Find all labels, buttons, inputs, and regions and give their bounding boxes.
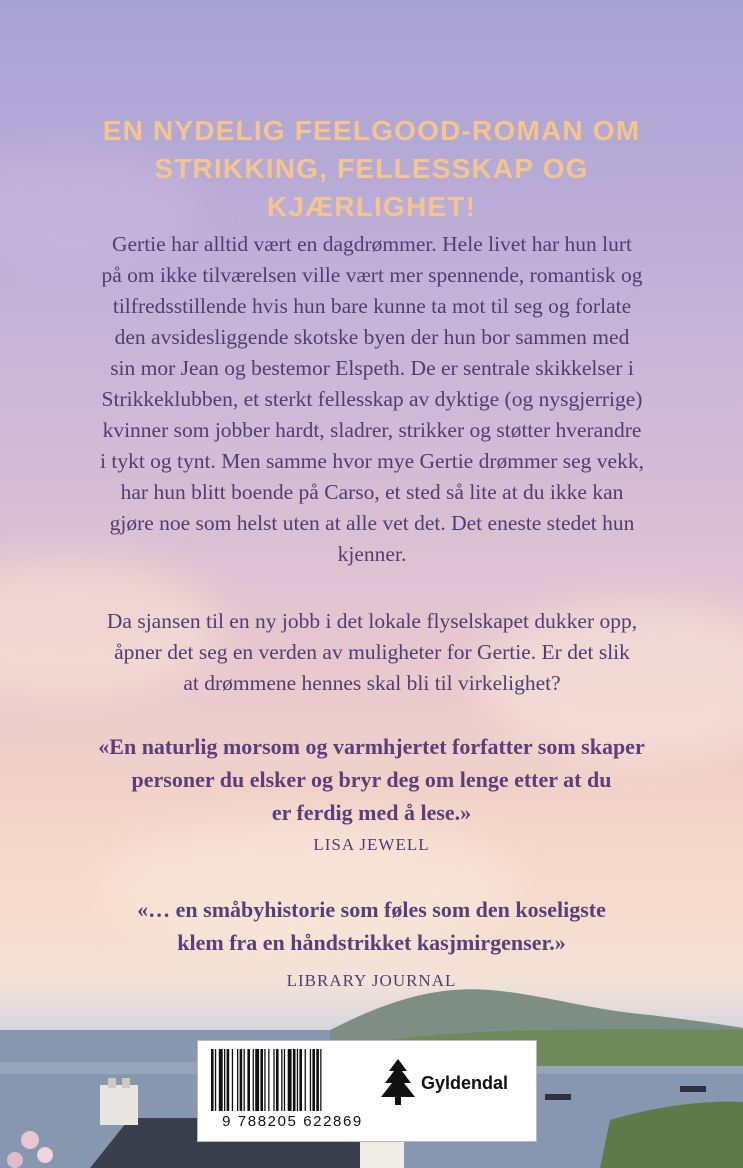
barcode-bar (255, 1049, 259, 1111)
tree-icon (381, 1059, 415, 1105)
tagline-line: STRIKKING, FELLESSKAP OG KJÆRLIGHET! (154, 153, 589, 222)
barcode-bar (240, 1049, 243, 1111)
barcode-bar (305, 1049, 306, 1111)
barcode-bar (288, 1049, 292, 1111)
barcode-panel (197, 1040, 537, 1142)
blurb-line: Gertie har alltid vært en dagdrømmer. Hele livet har hun lurt (111, 232, 633, 256)
barcode-bar (310, 1049, 311, 1111)
barcode-bar (224, 1049, 225, 1111)
barcode-bar (260, 1049, 263, 1111)
barcode-bar (284, 1049, 285, 1111)
publisher-logo-text: Gyldendal (421, 1073, 509, 1093)
quote-line: klem fra en håndstrikket kasjmirgenser.» (177, 930, 566, 955)
barcode-bar (232, 1049, 233, 1111)
blurb-line: åpner det seg en verden av muligheter for Gertie. Er det slik (114, 640, 630, 664)
quote-attribution-1: LISA JEWELL (313, 835, 430, 854)
barcode-bar (219, 1049, 223, 1111)
barcode-bar (276, 1049, 279, 1111)
blossom (7, 1152, 23, 1168)
blurb-line: har hun blitt boende på Carso, et sted så lite at du ikke kan (120, 480, 624, 504)
barcode-bar (227, 1049, 230, 1111)
chimney-pot (122, 1078, 130, 1088)
boat (545, 1094, 571, 1100)
barcode-bar (253, 1049, 254, 1111)
boat (680, 1086, 706, 1092)
blurb-line: tilfredsstillende hvis hun bare kunne ta mot til seg og forlate (112, 294, 632, 318)
blurb-line: på om ikke tilværelsen ville vært mer spennende, romantisk og (101, 263, 643, 287)
blurb-line: kjenner. (337, 542, 407, 566)
barcode-bar (244, 1049, 245, 1111)
blurb-line: i tykt og tynt. Men samme hvor mye Gertie drømmer seg vekk, (100, 449, 644, 473)
barcode-bar (237, 1049, 238, 1111)
blurb-paragraph-2 (72, 606, 672, 699)
barcode-bar (215, 1049, 216, 1111)
barcode-bar (273, 1049, 274, 1111)
barcode-bar (297, 1049, 298, 1111)
barcode-bar (293, 1049, 296, 1111)
isbn-number: 9 788205 622869 (222, 1113, 363, 1130)
quote-line: «… en småbyhistorie som føles som den koseligste (137, 897, 606, 922)
blurb-paragraph-1 (72, 229, 672, 570)
blossom (21, 1131, 39, 1149)
blurb-line: den avsidesliggende skotske byen der hun bor sammen med (114, 325, 630, 349)
quote-line: er ferdig med å lese.» (271, 800, 472, 825)
review-quote-1 (60, 730, 683, 829)
barcode-bar (316, 1049, 319, 1111)
quote-attribution-2: LIBRARY JOURNAL (286, 971, 457, 990)
barcode-bar (299, 1049, 302, 1111)
chimney (100, 1085, 138, 1125)
blurb-line: sin mor Jean og bestemor Elspeth. De er sentrale skikkelser i (110, 356, 634, 380)
barcode-bar (268, 1049, 269, 1111)
blurb-line: Strikkeklubben, et sterkt fellesskap av dyktige (og nysgjerrige) (101, 387, 643, 411)
barcode-bar (264, 1049, 265, 1111)
blurb-line: kvinner som jobber hardt, sladrer, strikker og støtter hverandre (102, 418, 642, 442)
barcode (210, 1049, 372, 1111)
review-quote-2 (60, 893, 683, 959)
barcode-bar (247, 1049, 250, 1111)
tagline-line: EN NYDELIG FEELGOOD-ROMAN OM (102, 115, 641, 146)
chimney-pot (108, 1078, 116, 1088)
barcode-bar (312, 1049, 315, 1111)
barcode-bar (320, 1049, 321, 1111)
barcode-bar (211, 1049, 214, 1111)
blurb-line: at drømmene hennes skal bli til virkelighet? (183, 671, 561, 695)
blurb-line: gjøre noe som helst uten at alle vet det. Det eneste stedet hun (109, 511, 635, 535)
blossom (37, 1147, 53, 1163)
quote-line: personer du elsker og bryr deg om lenge etter at du (131, 767, 612, 792)
barcode-bar (281, 1049, 282, 1111)
tagline-headline (60, 112, 683, 226)
blurb-line: Da sjansen til en ny jobb i det lokale flyselskapet dukker opp, (106, 609, 638, 633)
quote-line: «En naturlig morsom og varmhjertet forfatter som skaper (98, 734, 645, 759)
